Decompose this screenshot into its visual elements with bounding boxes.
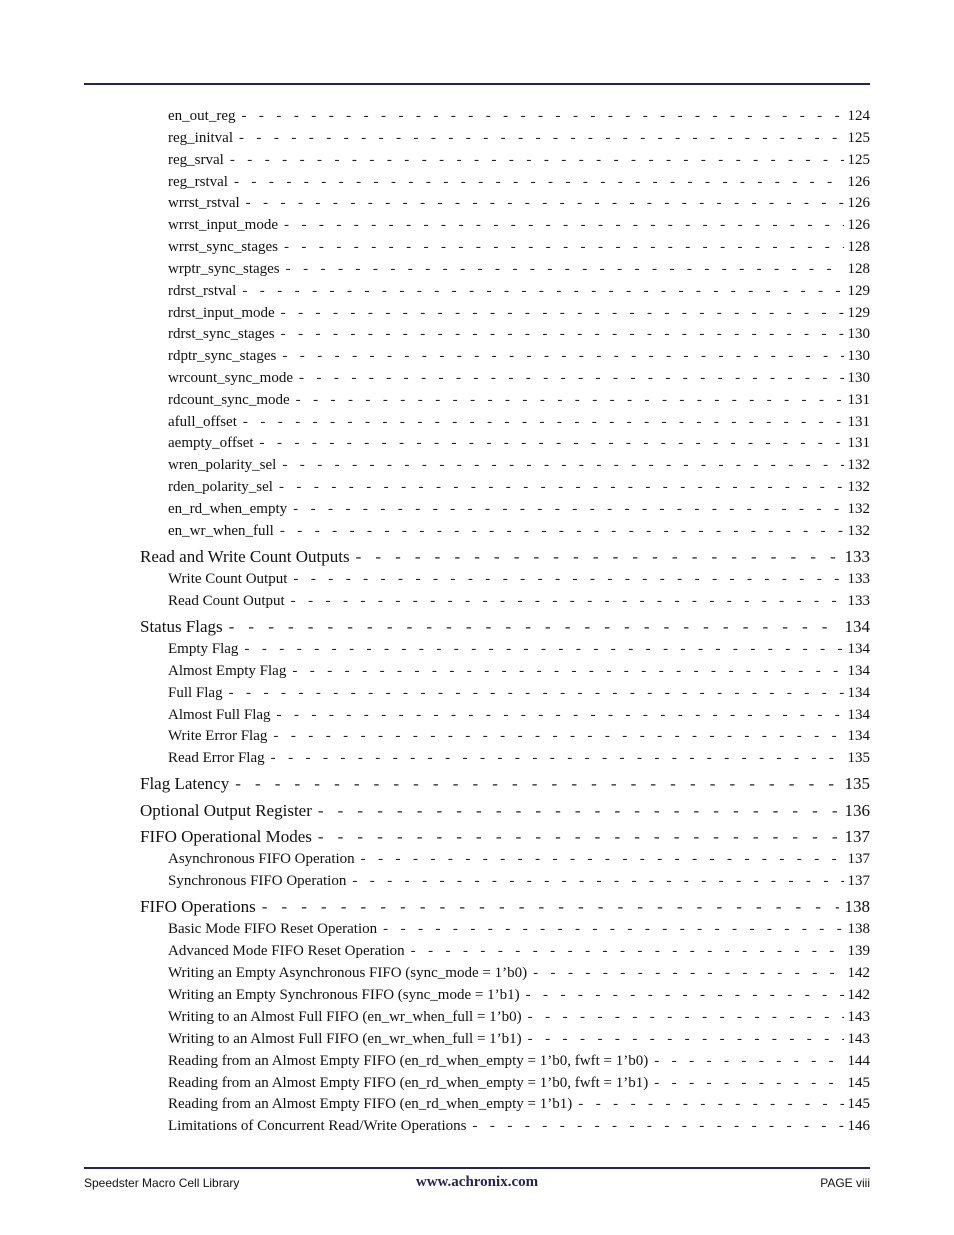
toc-subsection-entry[interactable] [168, 326, 870, 343]
toc-entry-label: afull_offset [168, 414, 237, 430]
toc-entry-label: Advanced Mode FIFO Reset Operation [168, 943, 405, 959]
toc-dot-leader [235, 774, 838, 794]
toc-page-number: 130 [847, 348, 870, 364]
toc-entry-label: Asynchronous FIFO Operation [168, 851, 355, 867]
toc-dot-leader [526, 987, 844, 1004]
toc-page-number: 125 [847, 130, 870, 146]
toc-section-entry[interactable] [140, 827, 870, 847]
toc-page-number: 133 [847, 593, 870, 609]
toc-dot-leader [234, 174, 844, 191]
toc-subsection-entry[interactable] [168, 1075, 870, 1092]
toc-entry-label: reg_initval [168, 130, 233, 146]
toc-subsection-entry[interactable] [168, 728, 870, 745]
toc-page-number: 134 [847, 641, 870, 657]
toc-entry-label: Limitations of Concurrent Read/Write Operations [168, 1118, 467, 1134]
toc-dot-leader [271, 750, 844, 767]
toc-subsection-entry[interactable] [168, 174, 870, 191]
toc-dot-leader [282, 457, 843, 474]
toc-entry-label: Full Flag [168, 685, 223, 701]
toc-page-number: 137 [844, 827, 870, 846]
toc-page-number: 131 [847, 392, 870, 408]
toc-page-number: 136 [844, 801, 870, 820]
toc-entry-label: Optional Output Register [140, 801, 312, 820]
toc-entry-label: Writing to an Almost Full FIFO (en_wr_when_full = 1’b1) [168, 1031, 522, 1047]
toc-subsection-entry[interactable] [168, 152, 870, 169]
toc-entry-label: wren_polarity_sel [168, 457, 277, 473]
toc-dot-leader [654, 1075, 843, 1092]
toc-page-number: 129 [847, 305, 870, 321]
toc-dot-leader [246, 195, 844, 212]
toc-dot-leader [352, 873, 843, 890]
toc-subsection-entry[interactable] [168, 523, 870, 540]
toc-entry-label: rdrst_input_mode [168, 305, 275, 321]
toc-dot-leader [277, 707, 844, 724]
toc-entry-label: Flag Latency [140, 774, 230, 793]
toc-dot-leader [411, 943, 844, 960]
toc-page-number: 134 [844, 617, 870, 636]
toc-subsection-entry[interactable] [168, 108, 870, 125]
toc-entry-label: Writing to an Almost Full FIFO (en_wr_when_full = 1’b0) [168, 1009, 522, 1025]
toc-page-number: 138 [847, 921, 870, 937]
toc-entry-label: Empty Flag [168, 641, 239, 657]
toc-page-number: 134 [847, 663, 870, 679]
toc-entry-label: Basic Mode FIFO Reset Operation [168, 921, 378, 937]
toc-subsection-entry[interactable] [168, 435, 870, 452]
toc-dot-leader [654, 1053, 843, 1070]
toc-subsection-entry[interactable] [168, 1096, 870, 1113]
toc-entry-label: Almost Full Flag [168, 707, 271, 723]
toc-subsection-entry[interactable] [168, 130, 870, 147]
toc-entry-label: Reading from an Almost Empty FIFO (en_rd_when_empty = 1’b1) [168, 1096, 573, 1112]
toc-page-number: 131 [847, 414, 870, 430]
toc-dot-leader [273, 728, 843, 745]
toc-section-entry[interactable] [140, 897, 870, 917]
toc-dot-leader [318, 801, 839, 821]
toc-entry-label: Write Count Output [168, 571, 288, 587]
toc-dot-leader [361, 851, 844, 868]
toc-page-number: 137 [847, 851, 870, 867]
toc-subsection-entry[interactable] [168, 1031, 870, 1048]
toc-dot-leader [578, 1096, 843, 1113]
toc-entry-label: rden_polarity_sel [168, 479, 273, 495]
toc-page-number: 134 [847, 728, 870, 744]
toc-page-number: 138 [844, 897, 870, 916]
toc-subsection-entry[interactable] [168, 851, 870, 868]
toc-page-number: 142 [847, 965, 870, 981]
toc-subsection-entry[interactable] [168, 1009, 870, 1026]
toc-dot-leader [293, 501, 843, 518]
toc-entry-label: en_rd_when_empty [168, 501, 288, 517]
toc-subsection-entry[interactable] [168, 663, 870, 680]
toc-dot-leader [281, 305, 844, 322]
toc-entry-label: rdcount_sync_mode [168, 392, 290, 408]
toc-dot-leader [299, 370, 844, 387]
toc-section-entry[interactable] [140, 617, 870, 637]
toc-dot-leader [318, 827, 839, 847]
toc-page-number: 143 [847, 1009, 870, 1025]
toc-entry-label: Status Flags [140, 617, 223, 636]
toc-dot-leader [383, 921, 843, 938]
toc-entry-label: wrrst_input_mode [168, 217, 278, 233]
toc-entry-label: wrrst_rstval [168, 195, 240, 211]
toc-subsection-entry[interactable] [168, 1118, 870, 1135]
toc-subsection-entry[interactable] [168, 239, 870, 256]
toc-subsection-entry[interactable] [168, 479, 870, 496]
toc-page-number: 144 [847, 1053, 870, 1069]
toc-page-number: 134 [847, 685, 870, 701]
toc-page-number: 143 [847, 1031, 870, 1047]
toc-subsection-entry[interactable] [168, 873, 870, 890]
toc-subsection-entry[interactable] [168, 685, 870, 702]
toc-page-number: 130 [847, 326, 870, 342]
toc-entry-label: Writing an Empty Synchronous FIFO (sync_mode = 1’b1) [168, 987, 520, 1003]
toc-page-number: 139 [847, 943, 870, 959]
toc-entry-label: Read Count Output [168, 593, 285, 609]
toc-entry-label: Writing an Empty Asynchronous FIFO (sync_mode = 1’b0) [168, 965, 528, 981]
toc-page-number: 145 [847, 1075, 870, 1091]
toc-dot-leader [528, 1031, 844, 1048]
toc-dot-leader [280, 523, 844, 540]
toc-page-number: 130 [847, 370, 870, 386]
toc-entry-label: aempty_offset [168, 435, 254, 451]
toc-entry-label: Reading from an Almost Empty FIFO (en_rd_when_empty = 1’b0, fwft = 1’b0) [168, 1053, 649, 1069]
toc-subsection-entry[interactable] [168, 392, 870, 409]
toc-entry-label: Write Error Flag [168, 728, 268, 744]
toc-subsection-entry[interactable] [168, 283, 870, 300]
toc-entry-label: reg_srval [168, 152, 224, 168]
toc-subsection-entry[interactable] [168, 348, 870, 365]
toc-entry-label: wrptr_sync_stages [168, 261, 280, 277]
toc-entry-label: rdrst_rstval [168, 283, 237, 299]
toc-entry-label: en_wr_when_full [168, 523, 274, 539]
toc-page-number: 131 [847, 435, 870, 451]
toc-page-number: 126 [847, 217, 870, 233]
toc-dot-leader [296, 392, 844, 409]
toc-dot-leader [241, 108, 843, 125]
toc-page-number: 124 [847, 108, 870, 124]
toc-subsection-entry[interactable] [168, 571, 870, 588]
footer-rule [84, 1167, 870, 1169]
toc-subsection-entry[interactable] [168, 305, 870, 322]
toc-page-number: 135 [847, 750, 870, 766]
toc-page-number: 132 [847, 501, 870, 517]
toc-dot-leader [244, 641, 843, 658]
toc-subsection-entry[interactable] [168, 217, 870, 234]
toc-dot-leader [286, 261, 844, 278]
toc-entry-label: en_out_reg [168, 108, 236, 124]
toc-dot-leader [528, 1009, 844, 1026]
toc-dot-leader [282, 348, 843, 365]
toc-section-entry[interactable] [140, 774, 870, 794]
header-rule [84, 83, 870, 85]
toc-page-number: 126 [847, 195, 870, 211]
toc-page-number: 137 [847, 873, 870, 889]
toc-entry-label: Reading from an Almost Empty FIFO (en_rd_when_empty = 1’b0, fwft = 1’b1) [168, 1075, 649, 1091]
toc-entry-label: Almost Empty Flag [168, 663, 287, 679]
toc-dot-leader [260, 435, 844, 452]
toc-dot-leader [291, 593, 844, 610]
toc-subsection-entry[interactable] [168, 641, 870, 658]
toc-entry-label: rdrst_sync_stages [168, 326, 275, 342]
toc-section-entry[interactable] [140, 801, 870, 821]
toc-page-number: 125 [847, 152, 870, 168]
toc-subsection-entry[interactable] [168, 501, 870, 518]
toc-dot-leader [279, 479, 844, 496]
toc-subsection-entry[interactable] [168, 750, 870, 767]
toc-subsection-entry[interactable] [168, 943, 870, 960]
toc-page-number: 133 [844, 547, 870, 566]
toc-page-number: 145 [847, 1096, 870, 1112]
toc-dot-leader [239, 130, 844, 147]
toc-dot-leader [262, 897, 839, 917]
toc-subsection-entry[interactable] [168, 370, 870, 387]
toc-dot-leader [533, 965, 843, 982]
toc-page-number: 128 [847, 261, 870, 277]
toc-page-number: 134 [847, 707, 870, 723]
toc-page-number: 128 [847, 239, 870, 255]
toc-subsection-entry[interactable] [168, 921, 870, 938]
toc-dot-leader [356, 547, 839, 567]
toc-subsection-entry[interactable] [168, 593, 870, 610]
toc-page-number: 146 [847, 1118, 870, 1134]
toc-subsection-entry[interactable] [168, 457, 870, 474]
toc-entry-label: wrcount_sync_mode [168, 370, 293, 386]
toc-entry-label: wrrst_sync_stages [168, 239, 278, 255]
toc-subsection-entry[interactable] [168, 965, 870, 982]
toc-entry-label: Read and Write Count Outputs [140, 547, 350, 566]
toc-page-number: 133 [847, 571, 870, 587]
toc-section-entry[interactable] [140, 547, 870, 567]
toc-subsection-entry[interactable] [168, 987, 870, 1004]
toc-subsection-entry[interactable] [168, 1053, 870, 1070]
toc-dot-leader [284, 217, 844, 234]
toc-dot-leader [243, 414, 844, 431]
footer-website-link[interactable]: www.achronix.com [415, 1174, 539, 1190]
toc-subsection-entry[interactable] [168, 707, 870, 724]
toc-page-number: 135 [844, 774, 870, 793]
toc-subsection-entry[interactable] [168, 414, 870, 431]
toc-dot-leader [229, 685, 844, 702]
toc-dot-leader [293, 571, 843, 588]
toc-entry-label: rdptr_sync_stages [168, 348, 277, 364]
toc-entry-label: reg_rstval [168, 174, 228, 190]
toc-page-number: 132 [847, 523, 870, 539]
toc-page-number: 129 [847, 283, 870, 299]
toc-dot-leader [281, 326, 844, 343]
toc-dot-leader [284, 239, 844, 256]
toc-page-number: 132 [847, 479, 870, 495]
toc-page-number: 132 [847, 457, 870, 473]
toc-entry-label: FIFO Operational Modes [140, 827, 312, 846]
toc-dot-leader [472, 1118, 843, 1135]
toc-dot-leader [242, 283, 843, 300]
toc-entry-label: Read Error Flag [168, 750, 265, 766]
toc-subsection-entry[interactable] [168, 195, 870, 212]
toc-dot-leader [230, 152, 844, 169]
toc-dot-leader [229, 617, 839, 637]
footer-page-number: PAGE viii [820, 1176, 870, 1190]
toc-page-number: 126 [847, 174, 870, 190]
toc-page-number: 142 [847, 987, 870, 1003]
toc-entry-label: Synchronous FIFO Operation [168, 873, 347, 889]
toc-subsection-entry[interactable] [168, 261, 870, 278]
footer-document-title: Speedster Macro Cell Library [84, 1176, 240, 1190]
toc-entry-label: FIFO Operations [140, 897, 256, 916]
toc-dot-leader [292, 663, 843, 680]
